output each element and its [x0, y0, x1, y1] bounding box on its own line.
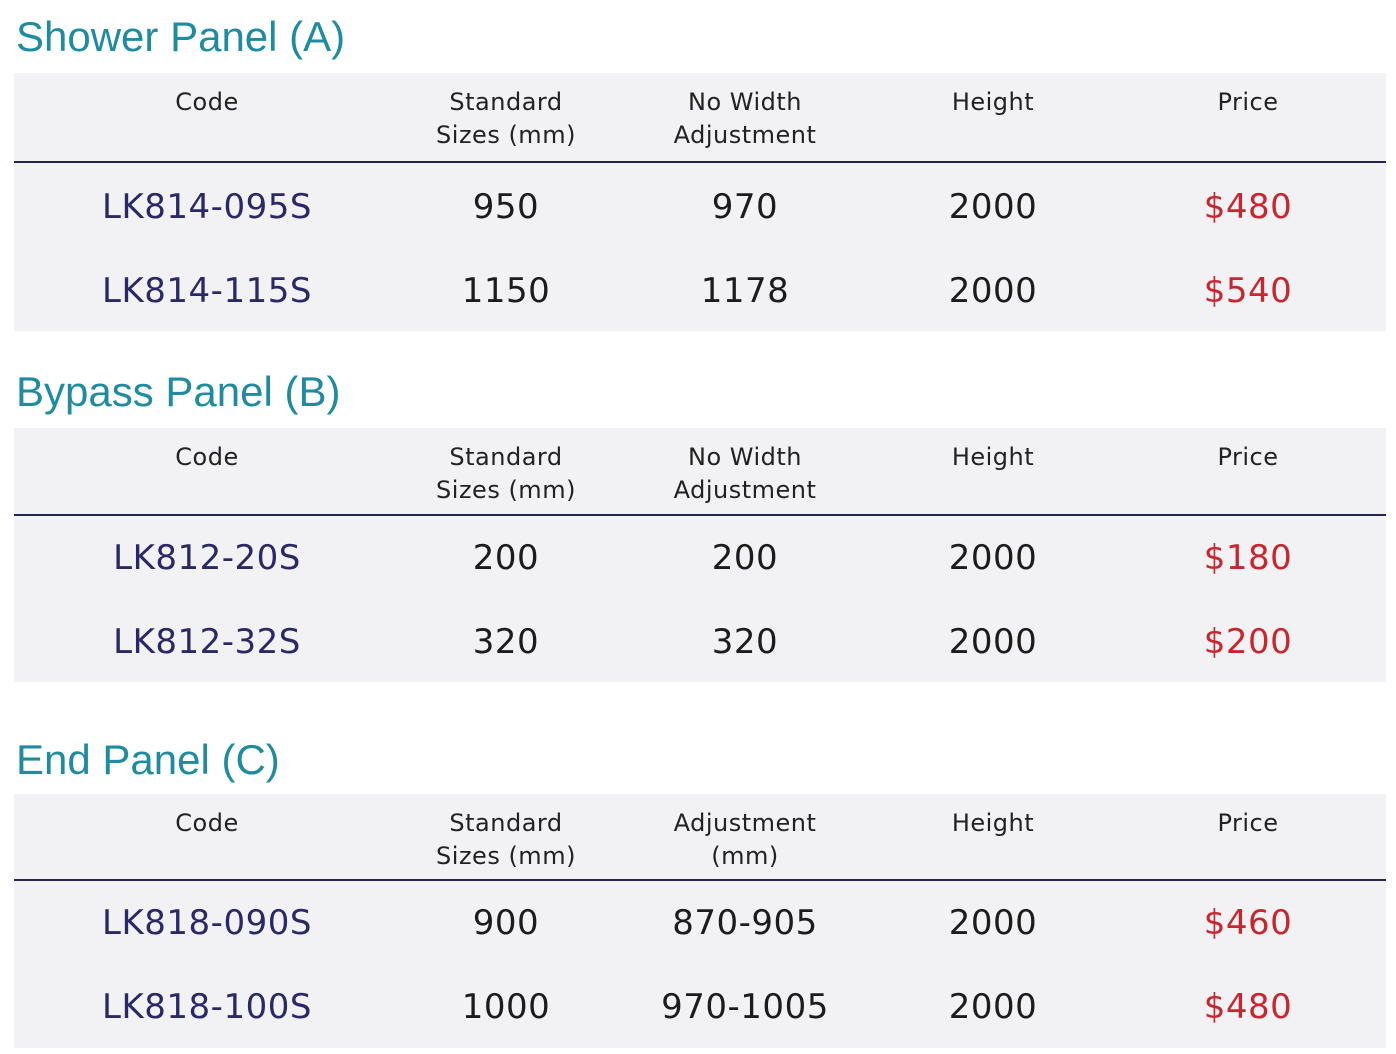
- cell-code: LK812-32S: [113, 622, 301, 662]
- cell-no-width-adjustment: 970: [711, 187, 779, 227]
- header-price: Price: [1217, 809, 1279, 837]
- header-no-width-adjustment: No Width Adjustment: [673, 443, 817, 504]
- header-price: Price: [1217, 443, 1279, 471]
- header-standard-sizes: Standard Sizes (mm): [436, 443, 576, 504]
- cell-price: $200: [1203, 622, 1293, 662]
- header-code: Code: [175, 88, 239, 116]
- cell-adjustment: 870-905: [672, 903, 818, 943]
- table-header-row: [14, 73, 1386, 163]
- table-header-row: [14, 794, 1386, 881]
- cell-standard-size: 320: [472, 622, 540, 662]
- cell-code: LK814-115S: [102, 271, 312, 311]
- cell-no-width-adjustment: 1178: [700, 271, 790, 311]
- cell-adjustment: 970-1005: [661, 987, 829, 1027]
- header-height: Height: [951, 88, 1035, 116]
- cell-height: 2000: [948, 987, 1038, 1027]
- cell-code: LK814-095S: [102, 187, 312, 227]
- cell-price: $180: [1203, 538, 1293, 578]
- header-price: Price: [1217, 88, 1279, 116]
- cell-height: 2000: [948, 622, 1038, 662]
- table-row: [14, 516, 1386, 600]
- section-title-shower-panel: Shower Panel (A): [16, 13, 346, 60]
- cell-standard-size: 200: [472, 538, 540, 578]
- table-row: [14, 965, 1386, 1049]
- cell-standard-size: 1150: [461, 271, 551, 311]
- cell-price: $460: [1203, 903, 1293, 943]
- header-height: Height: [951, 443, 1035, 471]
- cell-height: 2000: [948, 271, 1038, 311]
- cell-price: $540: [1203, 271, 1293, 311]
- section-title-end-panel: End Panel (C): [16, 736, 280, 783]
- end-panel-table: [14, 794, 1386, 1048]
- header-code: Code: [175, 809, 239, 837]
- header-standard-sizes: Standard Sizes (mm): [436, 88, 576, 149]
- header-height: Height: [951, 809, 1035, 837]
- cell-standard-size: 950: [472, 187, 540, 227]
- cell-price: $480: [1203, 187, 1293, 227]
- header-standard-sizes: Standard Sizes (mm): [436, 809, 576, 870]
- header-no-width-adjustment: No Width Adjustment: [673, 88, 817, 149]
- cell-height: 2000: [948, 903, 1038, 943]
- cell-standard-size: 900: [472, 903, 540, 943]
- shower-panel-table: [14, 73, 1386, 331]
- table-row: [14, 165, 1386, 249]
- cell-code: LK812-20S: [113, 538, 301, 578]
- cell-height: 2000: [948, 187, 1038, 227]
- cell-code: LK818-090S: [102, 903, 312, 943]
- header-adjustment: Adjustment (mm): [673, 809, 817, 870]
- cell-no-width-adjustment: 320: [711, 622, 779, 662]
- table-header-row: [14, 428, 1386, 516]
- table-row: [14, 249, 1386, 333]
- cell-price: $480: [1203, 987, 1293, 1027]
- bypass-panel-table: [14, 428, 1386, 682]
- table-row: [14, 881, 1386, 965]
- table-row: [14, 600, 1386, 684]
- cell-height: 2000: [948, 538, 1038, 578]
- header-code: Code: [175, 443, 239, 471]
- section-title-bypass-panel: Bypass Panel (B): [16, 368, 341, 415]
- cell-no-width-adjustment: 200: [711, 538, 779, 578]
- cell-standard-size: 1000: [461, 987, 551, 1027]
- cell-code: LK818-100S: [102, 987, 312, 1027]
